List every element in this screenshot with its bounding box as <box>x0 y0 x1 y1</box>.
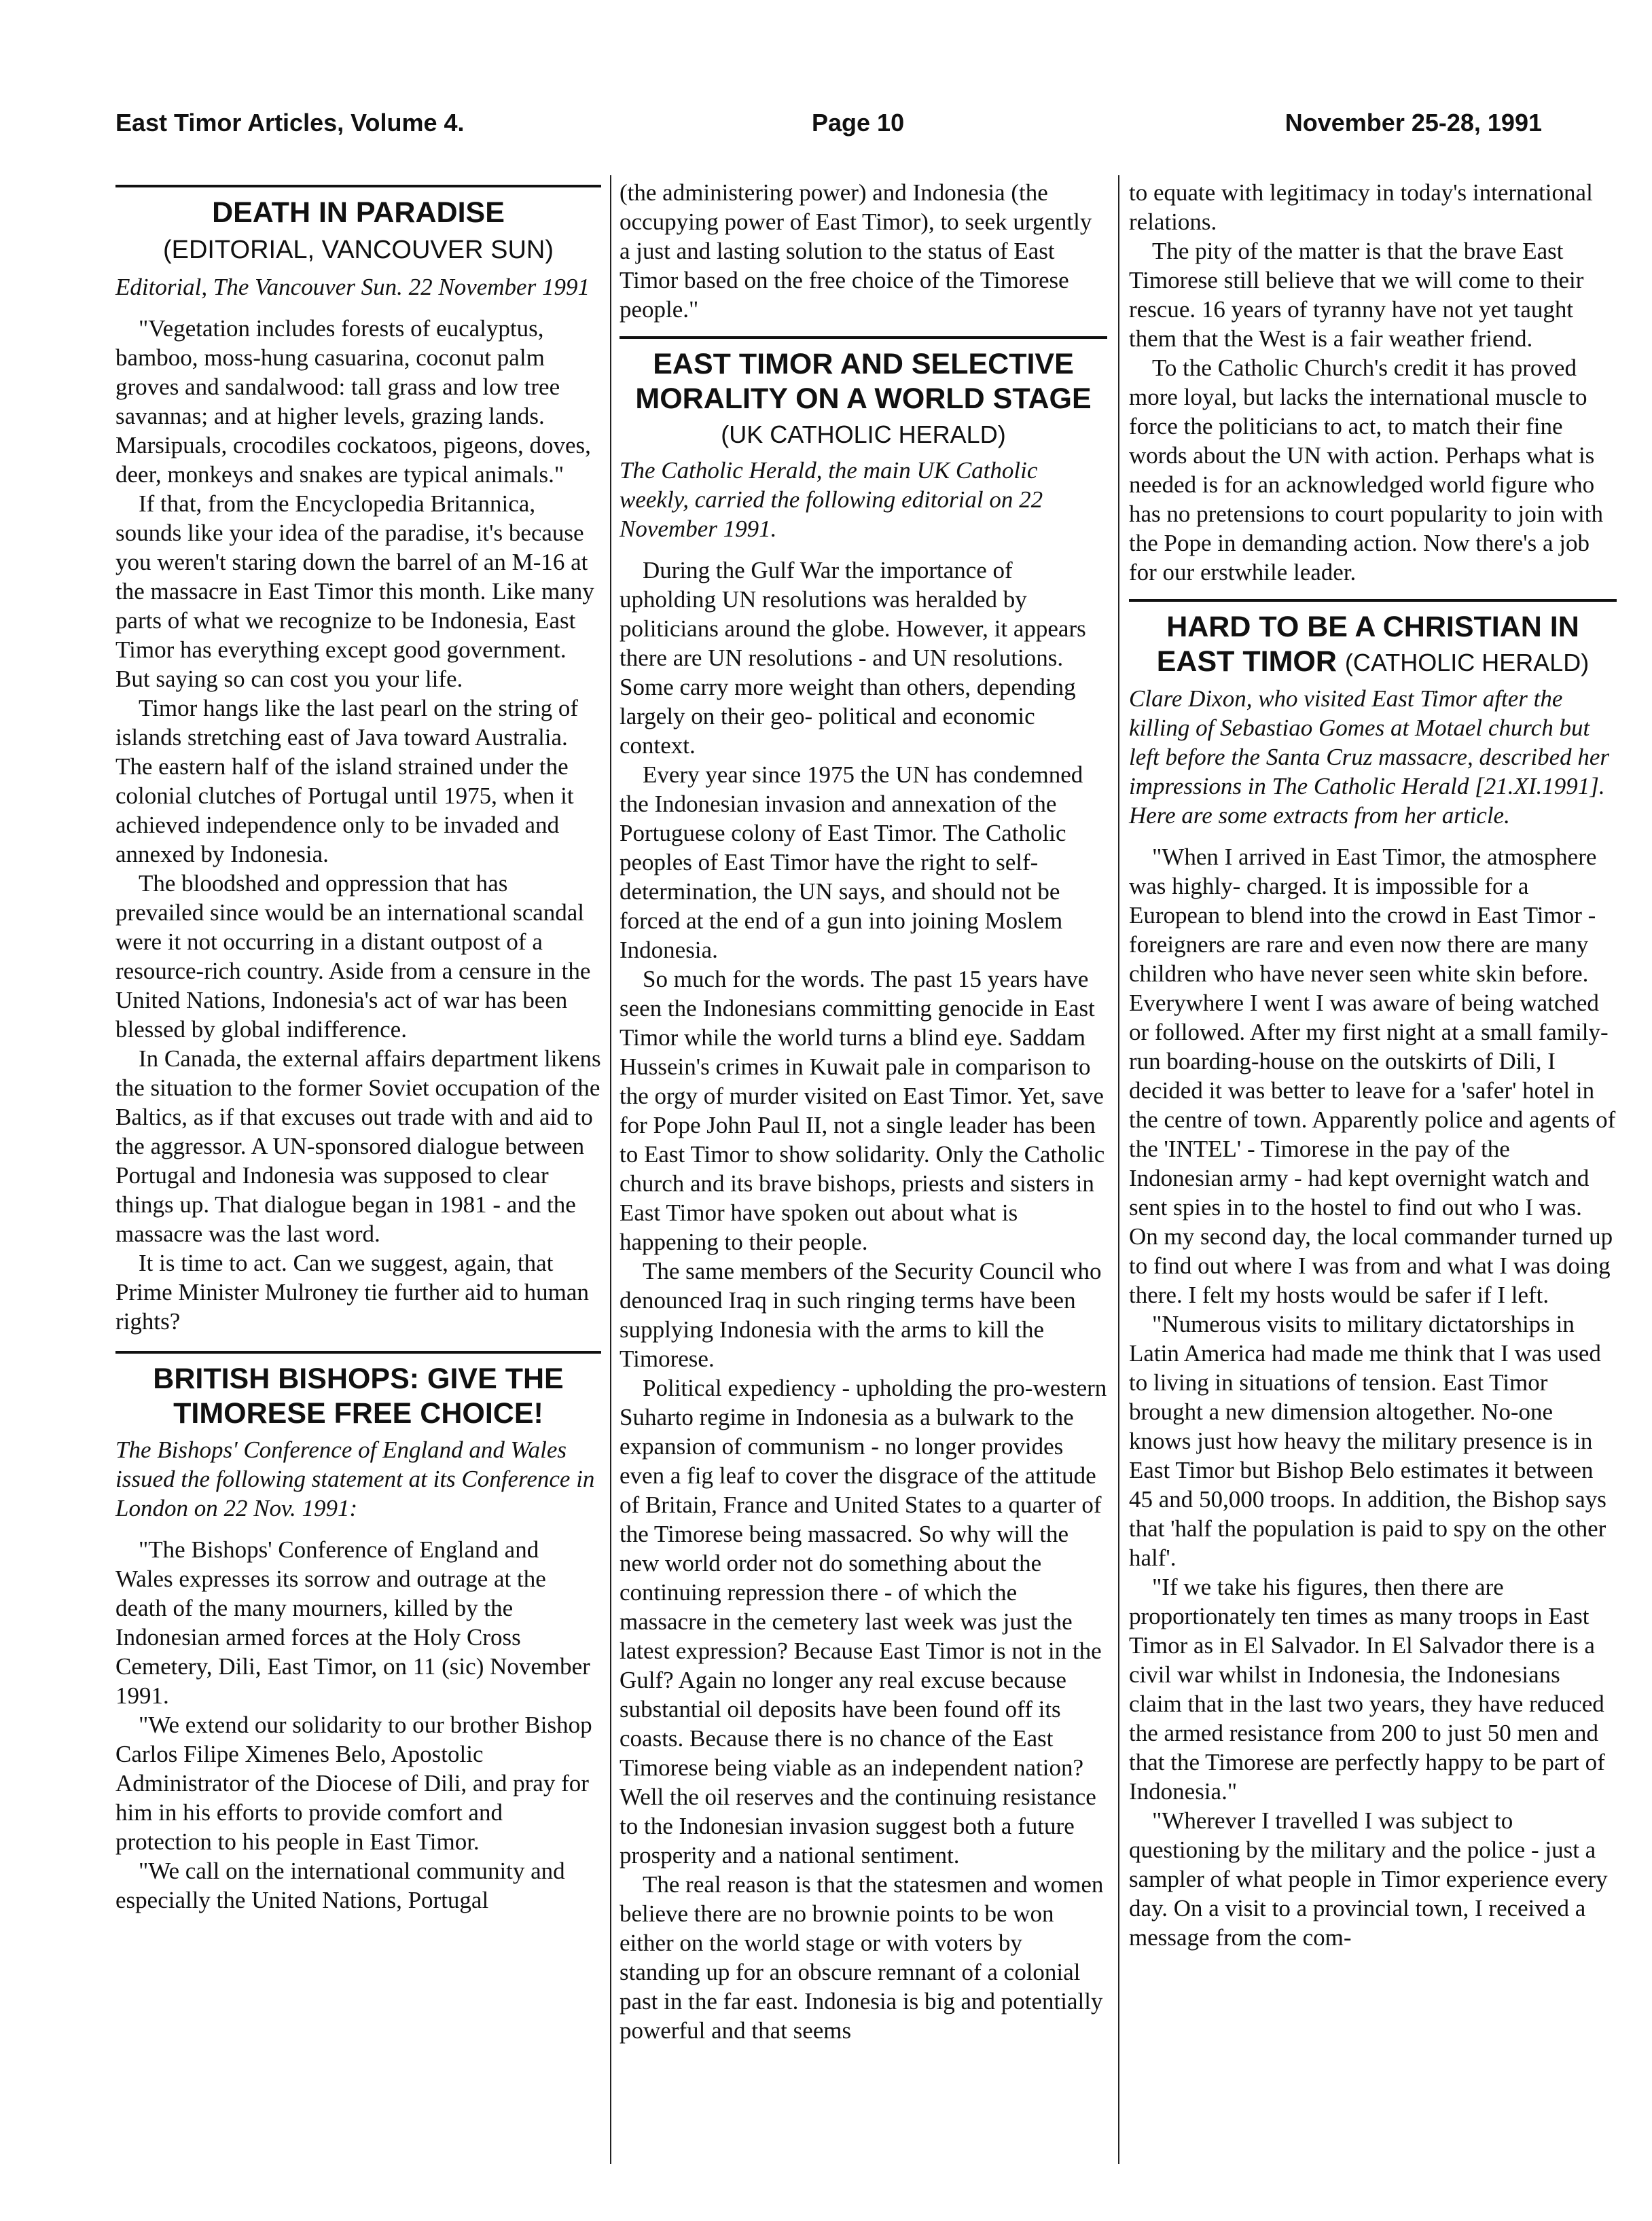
column-3 <box>1129 178 1617 1952</box>
article-title-text: EAST TIMOR AND SELECTIVE MORALITY ON A WORLD STAGE <box>635 348 1092 415</box>
article-byline: The Bishops' Conference of England and Wales issued the following statement at its Conference in London on 22 Nov. 1991: <box>115 1437 595 1521</box>
section-rule <box>115 1351 601 1354</box>
article-title <box>1129 610 1617 680</box>
paragraph: If that, from the Encyclopedia Britannica, sounds like your idea of the paradise, it's because you weren't staring down the barrel of an M-16 at the massacre in East Timor this month. Like many parts of what we recognize to be Indonesia, East Timor has everything except good government. But saying so can cost you your life. <box>115 490 594 692</box>
column-2 <box>620 178 1107 2045</box>
section-rule <box>1129 599 1617 602</box>
article-byline: The Catholic Herald, the main UK Catholic weekly, carried the following editorial on 22 November 1991. <box>620 457 1043 542</box>
column-1 <box>115 178 601 1915</box>
page-number: Page 10 <box>812 109 905 137</box>
paragraph: Political expediency - upholding the pro-western Suharto regime in Indonesia as a bulwark to the expansion of communism - no longer provides even a fig leaf to cover the disgrace of the attitude of Britain, France and United States to a quarter of the Timorese being massacred. So why will the new world order not do something about the continuing repression there - of which the massacre in the cemetery last week was just the latest expression? Because East Timor is not in the Gulf? Again no longer any real excuse because substantial oil deposits have been found off its coasts. Because there is no chance of the East Timorese being viable as an independent nation? Well the oil reserves and the continuing resistance to the Indonesian invasion suggest both a future prosperity and a national sentiment. <box>620 1375 1107 1868</box>
paragraph: "We call on the international community and especially the United Nations, Portugal <box>115 1858 565 1913</box>
paragraph: During the Gulf War the importance of upholding UN resolutions was heralded by politicians around the globe. However, it appears there are UN resolutions - and UN resolutions. Some carry more weight than others, depending largely on their geo- political and economic context. <box>620 557 1086 759</box>
article-title-source: (CATHOLIC HERALD) <box>1344 649 1590 676</box>
paragraph: "The Bishops' Conference of England and Wales expresses its sorrow and outrage at the death of the many mourners, killed by the Indonesian armed forces at the Holy Cross Cemetery, Dili, East Timor, on 11 (sic) November 1991. <box>115 1536 590 1709</box>
paragraph: Timor hangs like the last pearl on the string of islands stretching east of Java toward Australia. The eastern half of the island strained under the colonial clutches of Portugal until 1975, when it achieved independence only to be invaded and annexed by Indonesia. <box>115 695 579 867</box>
article-title: BRITISH BISHOPS: GIVE THE TIMORESE FREE CHOICE! <box>153 1362 564 1430</box>
column-divider <box>1118 175 1119 2164</box>
paragraph: "When I arrived in East Timor, the atmosphere was highly- charged. It is impossible for a European to blend into the crowd in East Timor - foreigners are rare and even now there are many children who have never seen white skin before. Everywhere I went I was aware of being watched or followed. After my first night at a small family-run boarding-house on the outskirts of Dili, I decided it was better to leave for a 'safer' hotel in the centre of town. Apparently police and agents of the 'INTEL' - Timorese in the pay of the Indonesian army - had kept overnight watch and sent spies in to the hostel to find out who I was. On my second day, the local commander turned up to find out where I was from and what I was doing there. I felt my hosts would be safer if I left. <box>1129 844 1616 1308</box>
section-rule <box>620 336 1107 339</box>
paragraph: "Wherever I travelled I was subject to questioning by the military and the police - just a sampler of what people in Timor experience every day. On a visit to a provincial town, I received a message from the com- <box>1129 1807 1608 1951</box>
article-title <box>620 347 1107 452</box>
article-subtitle: (EDITORIAL, VANCOUVER SUN) <box>162 236 554 264</box>
paragraph: "If we take his figures, then there are proportionately ten times as many troops in East Timor as in El Salvador. In El Salvador there is a civil war whilst in Indonesia, the Indonesians claim that in the last two years, they have reduced the armed resistance from 200 to just 50 men and that the Timorese are perfectly happy to be part of Indonesia." <box>1129 1574 1605 1805</box>
paragraph: The bloodshed and oppression that has prevailed since would be an international scandal were it not occurring in a distant outpost of a resource-rich country. Aside from a censure in the United Nations, Indonesia's act of war has been blessed by global indifference. <box>115 870 591 1043</box>
paragraph: The pity of the matter is that the brave East Timorese still believe that we will come to their rescue. 16 years of tyranny have not yet taught them that the West is a fair weather friend. <box>1129 238 1584 352</box>
paragraph: In Canada, the external affairs department likens the situation to the former Soviet occupation of the Baltics, as if that excuses out trade with and aid to the aggressor. A UN-sponsored dialogue between Portugal and Indonesia was supposed to clear things up. That dialogue began in 1981 - and the massacre was the last word. <box>115 1045 601 1247</box>
publication-title: East Timor Articles, Volume 4. <box>115 109 465 137</box>
page-header <box>115 109 1542 143</box>
paragraph: to equate with legitimacy in today's international relations. <box>1129 179 1593 235</box>
article-title-source: (UK CATHOLIC HERALD) <box>721 420 1006 448</box>
article-byline: Editorial, The Vancouver Sun. 22 November 1991 <box>115 274 590 300</box>
article-byline: Clare Dixon, who visited East Timor after the killing of Sebastiao Gomes at Motael church but left before the Santa Cruz massacre, described her impressions in The Catholic Herald [21.XI.1991]. Here are some extracts from her article. <box>1129 685 1610 829</box>
paragraph: (the administering power) and Indonesia (the occupying power of East Timor), to seek urgently a just and lasting solution to the status of East Timor based on the free choice of the Timorese people." <box>620 179 1092 323</box>
paragraph: The real reason is that the statesmen and women believe there are no brownie points to be won either on the world stage or with voters by standing up for an obscure remnant of a colonial past in the far east. Indonesia is big and potentially powerful and that seems <box>620 1871 1104 2044</box>
article-title: DEATH IN PARADISE <box>212 196 505 229</box>
article-title-text: HARD TO BE A CHRISTIAN IN EAST TIMOR <box>1156 611 1579 678</box>
paragraph: "Vegetation includes forests of eucalyptus, bamboo, moss-hung casuarina, coconut palm groves and sandalwood: tall grass and low tree savannas; and at higher levels, grazing lands. Marsipuals, crocodiles cockatoos, pigeons, doves, deer, monkeys and snakes are typical animals." <box>115 315 591 488</box>
column-divider <box>610 175 611 2164</box>
paragraph: "We extend our solidarity to our brother Bishop Carlos Filipe Ximenes Belo, Apostolic Administrator of the Diocese of Dili, and pray for him in his efforts to provide comfort and protection to his people in East Timor. <box>115 1712 592 1855</box>
paragraph: It is time to act. Can we suggest, again, that Prime Minister Mulroney tie further aid to human rights? <box>115 1250 589 1335</box>
paragraph: So much for the words. The past 15 years have seen the Indonesians committing genocide in East Timor while the world turns a blind eye. Saddam Hussein's crimes in Kuwait pale in comparison to the orgy of murder visited on East Timor. Yet, save for Pope John Paul II, not a single leader has been to East Timor to show solidarity. Only the Catholic church and its brave bishops, priests and sisters in East Timor have spoken out about what is happening to their people. <box>620 966 1105 1255</box>
paragraph: Every year since 1975 the UN has condemned the Indonesian invasion and annexation of the Portuguese colony of East Timor. The Catholic peoples of East Timor have the right to self-determination, the UN says, and should not be forced at the end of a gun into joining Moslem Indonesia. <box>620 761 1083 963</box>
paragraph: "Numerous visits to military dictatorships in Latin America had made me think that I was used to living in situations of tension. East Timor brought a new dimension altogether. No-one knows just how heavy the military presence is in East Timor but Bishop Belo estimates it between 45 and 50,000 troops. In addition, the Bishop says that 'half the population is paid to spy on the other half'. <box>1129 1311 1606 1571</box>
issue-date: November 25-28, 1991 <box>1285 109 1542 137</box>
section-rule <box>115 185 601 187</box>
paragraph: The same members of the Security Council who denounced Iraq in such ringing terms have been supplying Indonesia with the arms to kill the Timorese. <box>620 1258 1102 1372</box>
paragraph: To the Catholic Church's credit it has proved more loyal, but lacks the international muscle to force the politicians to act, to match their fine words about the UN with action. Perhaps what is needed is for an acknowledged world figure who has no pretensions to court popularity to join with the Pope in demanding action. Now there's a job for our erstwhile leader. <box>1129 355 1603 585</box>
